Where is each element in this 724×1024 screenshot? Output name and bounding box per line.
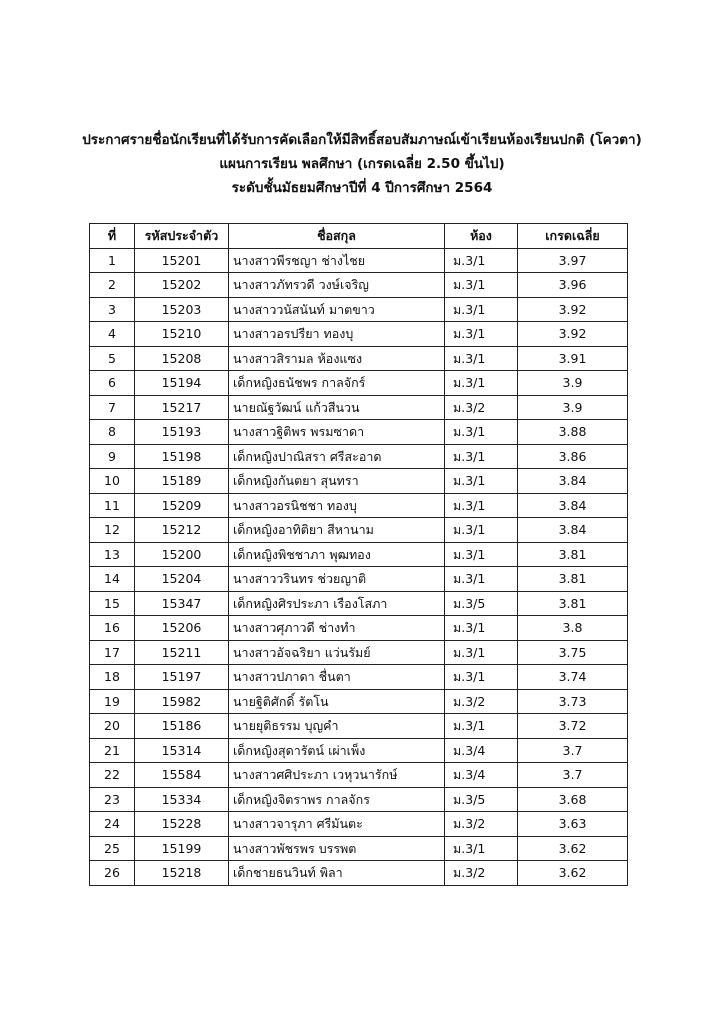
cell-name: นางสาวศุภาวดี ช่างทำ (229, 616, 445, 641)
cell-no: 19 (90, 689, 135, 714)
heading-level-year: ระดับชั้นมัธยมศึกษาปีที่ 4 ปีการศึกษา 2564 (231, 180, 493, 196)
cell-no: 24 (90, 812, 135, 837)
cell-no: 13 (90, 542, 135, 567)
cell-student-id: 15197 (135, 665, 229, 690)
cell-no: 25 (90, 836, 135, 861)
table-row (90, 836, 628, 861)
table-row (90, 297, 628, 322)
cell-student-id: 15204 (135, 567, 229, 592)
cell-student-id: 15228 (135, 812, 229, 837)
cell-room: ม.3/4 (445, 763, 518, 788)
cell-gpa: 3.8 (518, 616, 628, 641)
cell-room: ม.3/4 (445, 738, 518, 763)
cell-student-id: 15210 (135, 322, 229, 347)
cell-room: ม.3/1 (445, 714, 518, 739)
table-row (90, 420, 628, 445)
cell-gpa: 3.74 (518, 665, 628, 690)
cell-student-id: 15200 (135, 542, 229, 567)
cell-no: 16 (90, 616, 135, 641)
cell-name: นางสาวฐิติพร พรมซาดา (229, 420, 445, 445)
cell-name: เด็กหญิงปาณิสรา ศรีสะอาด (229, 444, 445, 469)
cell-room: ม.3/1 (445, 567, 518, 592)
header-room: ห้อง (445, 224, 518, 249)
cell-name: เด็กหญิงพิชชาภา พุฒทอง (229, 542, 445, 567)
table-row (90, 812, 628, 837)
cell-no: 6 (90, 371, 135, 396)
cell-no: 3 (90, 297, 135, 322)
cell-gpa: 3.92 (518, 322, 628, 347)
table-row (90, 616, 628, 641)
cell-name: เด็กหญิงจิตราพร กาลจักร (229, 787, 445, 812)
cell-no: 26 (90, 861, 135, 886)
cell-room: ม.3/1 (445, 371, 518, 396)
table-row (90, 395, 628, 420)
cell-gpa: 3.63 (518, 812, 628, 837)
cell-student-id: 15198 (135, 444, 229, 469)
table-row (90, 714, 628, 739)
cell-gpa: 3.81 (518, 591, 628, 616)
header-name: ชื่อสกุล (229, 224, 445, 249)
cell-room: ม.3/1 (445, 640, 518, 665)
cell-name: เด็กหญิงกันตยา สุนทรา (229, 469, 445, 494)
cell-room: ม.3/1 (445, 346, 518, 371)
cell-no: 14 (90, 567, 135, 592)
cell-student-id: 15584 (135, 763, 229, 788)
cell-no: 23 (90, 787, 135, 812)
cell-name: นางสาวอรนิชชา ทองบุ (229, 493, 445, 518)
heading-program: แผนการเรียน พลศึกษา (เกรดเฉลี่ย 2.50 ขึ้นไป) (219, 156, 505, 172)
cell-name: เด็กหญิงศิรประภา เรืองโสภา (229, 591, 445, 616)
cell-gpa: 3.92 (518, 297, 628, 322)
cell-room: ม.3/1 (445, 518, 518, 543)
cell-name: เด็กหญิงธนัชพร กาลจักร์ (229, 371, 445, 396)
cell-student-id: 15982 (135, 689, 229, 714)
cell-no: 8 (90, 420, 135, 445)
cell-student-id: 15201 (135, 248, 229, 273)
cell-no: 21 (90, 738, 135, 763)
cell-gpa: 3.88 (518, 420, 628, 445)
cell-name: นางสาวอัจฉริยา แว่นรัมย์ (229, 640, 445, 665)
cell-gpa: 3.73 (518, 689, 628, 714)
cell-room: ม.3/1 (445, 322, 518, 347)
cell-name: เด็กหญิงสุดารัตน์ เผ่าเพ็ง (229, 738, 445, 763)
cell-name: นายยุติธรรม บุญคำ (229, 714, 445, 739)
cell-gpa: 3.81 (518, 542, 628, 567)
cell-room: ม.3/1 (445, 444, 518, 469)
table-row (90, 346, 628, 371)
cell-student-id: 15209 (135, 493, 229, 518)
cell-gpa: 3.7 (518, 763, 628, 788)
table-row (90, 322, 628, 347)
table-row (90, 861, 628, 886)
cell-gpa: 3.62 (518, 836, 628, 861)
cell-no: 1 (90, 248, 135, 273)
cell-no: 20 (90, 714, 135, 739)
table-header-row (90, 224, 628, 249)
cell-student-id: 15206 (135, 616, 229, 641)
cell-name: นางสาวอรปรียา ทองบุ (229, 322, 445, 347)
cell-gpa: 3.91 (518, 346, 628, 371)
student-roster-table (89, 223, 628, 886)
cell-no: 12 (90, 518, 135, 543)
header-student-id: รหัสประจำตัว (135, 224, 229, 249)
cell-student-id: 15194 (135, 371, 229, 396)
cell-gpa: 3.75 (518, 640, 628, 665)
cell-student-id: 15347 (135, 591, 229, 616)
cell-room: ม.3/5 (445, 787, 518, 812)
cell-no: 7 (90, 395, 135, 420)
cell-name: นางสาวพัชรพร บรรพต (229, 836, 445, 861)
table-row (90, 371, 628, 396)
cell-gpa: 3.96 (518, 273, 628, 298)
cell-student-id: 15208 (135, 346, 229, 371)
cell-room: ม.3/2 (445, 395, 518, 420)
cell-gpa: 3.68 (518, 787, 628, 812)
cell-gpa: 3.84 (518, 518, 628, 543)
cell-room: ม.3/2 (445, 861, 518, 886)
cell-student-id: 15211 (135, 640, 229, 665)
cell-no: 4 (90, 322, 135, 347)
cell-no: 9 (90, 444, 135, 469)
cell-student-id: 15334 (135, 787, 229, 812)
table-row (90, 665, 628, 690)
table-row (90, 591, 628, 616)
table-row (90, 567, 628, 592)
cell-gpa: 3.86 (518, 444, 628, 469)
cell-name: นางสาวศศิประภา เวหุวนารักษ์ (229, 763, 445, 788)
cell-no: 5 (90, 346, 135, 371)
cell-gpa: 3.97 (518, 248, 628, 273)
cell-room: ม.3/1 (445, 273, 518, 298)
cell-gpa: 3.81 (518, 567, 628, 592)
cell-room: ม.3/1 (445, 469, 518, 494)
table-row (90, 787, 628, 812)
cell-student-id: 15199 (135, 836, 229, 861)
table-row (90, 689, 628, 714)
table-row (90, 542, 628, 567)
cell-room: ม.3/1 (445, 616, 518, 641)
table-body (90, 248, 628, 885)
cell-room: ม.3/1 (445, 493, 518, 518)
cell-no: 2 (90, 273, 135, 298)
table-row (90, 738, 628, 763)
cell-name: นางสาวภัทรวดี วงษ์เจริญ (229, 273, 445, 298)
table-row (90, 763, 628, 788)
cell-gpa: 3.7 (518, 738, 628, 763)
cell-name: นางสาวพีรชญา ช่างไชย (229, 248, 445, 273)
cell-student-id: 15218 (135, 861, 229, 886)
cell-gpa: 3.84 (518, 493, 628, 518)
cell-room: ม.3/1 (445, 542, 518, 567)
table-row (90, 493, 628, 518)
cell-gpa: 3.72 (518, 714, 628, 739)
cell-room: ม.3/2 (445, 812, 518, 837)
cell-gpa: 3.9 (518, 371, 628, 396)
table-row (90, 469, 628, 494)
cell-room: ม.3/1 (445, 248, 518, 273)
cell-name: นางสาวสิรามล ห้องแซง (229, 346, 445, 371)
cell-name: เด็กชายธนวินท์ พิลา (229, 861, 445, 886)
cell-gpa: 3.62 (518, 861, 628, 886)
cell-name: นางสาววรินทร ช่วยญาติ (229, 567, 445, 592)
cell-room: ม.3/1 (445, 297, 518, 322)
cell-name: นายฐิติศักดิ์ รัตโน (229, 689, 445, 714)
announcement-heading (0, 128, 724, 200)
cell-no: 18 (90, 665, 135, 690)
header-gpa: เกรดเฉลี่ย (518, 224, 628, 249)
cell-student-id: 15217 (135, 395, 229, 420)
cell-student-id: 15189 (135, 469, 229, 494)
cell-student-id: 15212 (135, 518, 229, 543)
cell-name: นายณัฐวัฒน์ แก้วสีนวน (229, 395, 445, 420)
cell-gpa: 3.84 (518, 469, 628, 494)
table-row (90, 273, 628, 298)
table-row (90, 444, 628, 469)
cell-room: ม.3/1 (445, 836, 518, 861)
cell-no: 22 (90, 763, 135, 788)
cell-student-id: 15193 (135, 420, 229, 445)
cell-room: ม.3/2 (445, 689, 518, 714)
header-no: ที่ (90, 224, 135, 249)
cell-room: ม.3/1 (445, 665, 518, 690)
heading-title: ประกาศรายชื่อนักเรียนที่ได้รับการคัดเลือกให้มีสิทธิ์สอบสัมภาษณ์เข้าเรียนห้องเรียนปกติ (โควตา) (82, 132, 642, 148)
cell-no: 10 (90, 469, 135, 494)
cell-room: ม.3/5 (445, 591, 518, 616)
cell-name: เด็กหญิงอาทิติยา สีหานาม (229, 518, 445, 543)
cell-gpa: 3.9 (518, 395, 628, 420)
cell-no: 11 (90, 493, 135, 518)
cell-no: 15 (90, 591, 135, 616)
cell-name: นางสาววนัสนันท์ มาตขาว (229, 297, 445, 322)
cell-name: นางสาวจารุภา ศรีมันตะ (229, 812, 445, 837)
cell-room: ม.3/1 (445, 420, 518, 445)
cell-student-id: 15186 (135, 714, 229, 739)
cell-student-id: 15314 (135, 738, 229, 763)
cell-name: นางสาวปภาดา ชื่นตา (229, 665, 445, 690)
cell-student-id: 15203 (135, 297, 229, 322)
table-row (90, 640, 628, 665)
table-row (90, 248, 628, 273)
cell-no: 17 (90, 640, 135, 665)
table-row (90, 518, 628, 543)
cell-student-id: 15202 (135, 273, 229, 298)
